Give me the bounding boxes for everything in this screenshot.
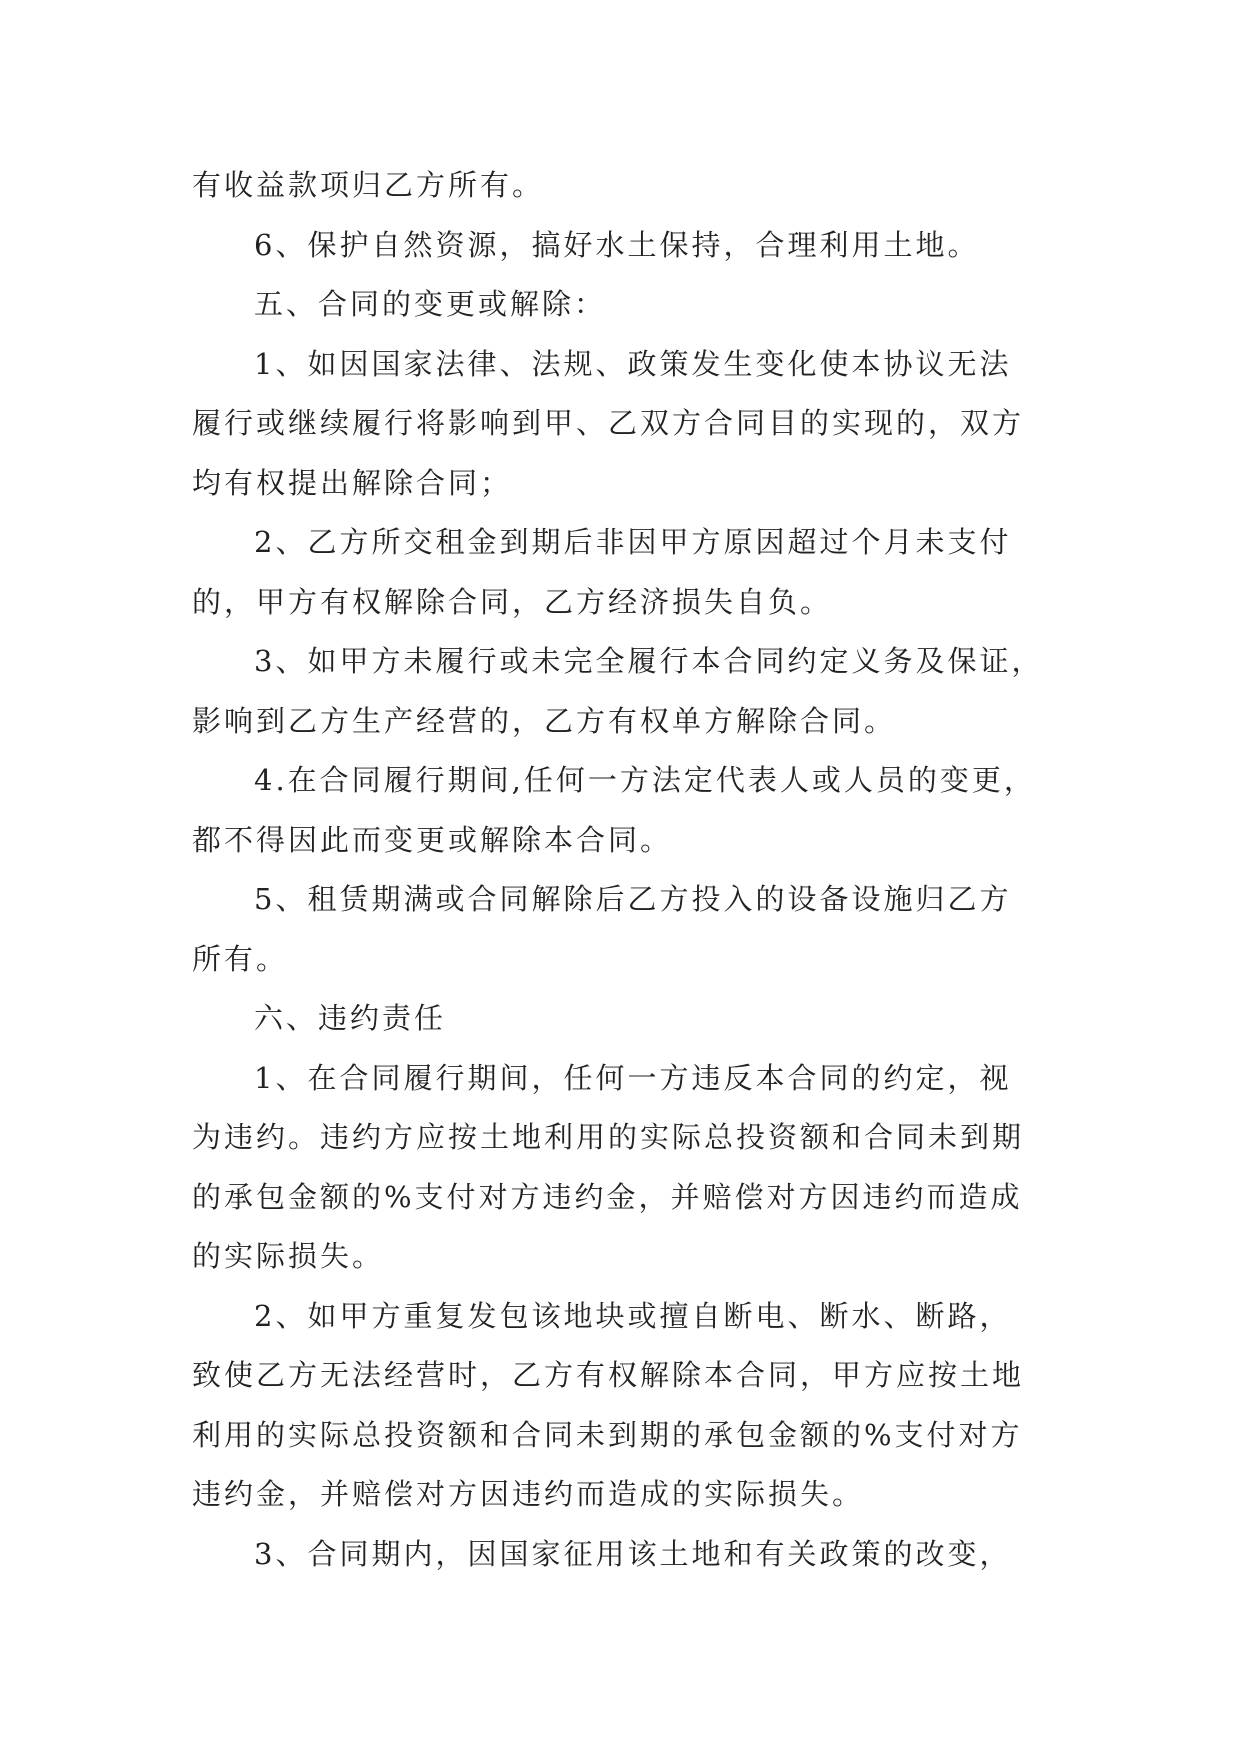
section-heading: 五、合同的变更或解除： — [254, 287, 607, 321]
text-line: 违约金，并赔偿对方因违约而造成的实际损失。 — [192, 1477, 865, 1511]
text-line: 4.在合同履行期间,任何一方法定代表人或人员的变更， — [254, 763, 1036, 797]
text-line: 为违约。违约方应按土地利用的实际总投资额和合同未到期 — [192, 1120, 1025, 1154]
text-line: 的实际损失。 — [192, 1239, 385, 1273]
text-line: 5、租赁期满或合同解除后乙方投入的设备设施归乙方 — [254, 882, 1012, 916]
text-line: 的承包金额的%支付对方违约金，并赔偿对方因违约而造成 — [192, 1179, 1023, 1214]
text-line: 6、保护自然资源，搞好水土保持，合理利用土地。 — [254, 227, 980, 262]
text-line: 利用的实际总投资额和合同未到期的承包金额的%支付对方 — [192, 1417, 1023, 1452]
text-line: 所有。 — [192, 941, 289, 976]
text-line: 均有权提出解除合同； — [192, 465, 513, 500]
text-line: 1、在合同履行期间，任何一方违反本合同的约定，视 — [254, 1060, 1012, 1095]
text-line: 都不得因此而变更或解除本合同。 — [192, 822, 673, 857]
text-line: 履行或继续履行将影响到甲、乙双方合同目的实现的，双方 — [192, 406, 1025, 440]
text-line: 的，甲方有权解除合同，乙方经济损失自负。 — [192, 584, 833, 619]
text-line: 2、乙方所交租金到期后非因甲方原因超过个月未支付 — [254, 525, 1012, 559]
text-line: 3、如甲方未履行或未完全履行本合同约定义务及保证， — [254, 644, 1044, 678]
text-line: 3、合同期内，因国家征用该土地和有关政策的改变， — [254, 1536, 1012, 1571]
text-line: 2、如甲方重复发包该地块或擅自断电、断水、断路， — [254, 1298, 1012, 1333]
text-line: 1、如因国家法律、法规、政策发生变化使本协议无法 — [254, 346, 1012, 381]
text-line: 影响到乙方生产经营的，乙方有权单方解除合同。 — [192, 703, 897, 738]
text-line: 致使乙方无法经营时，乙方有权解除本合同，甲方应按土地 — [192, 1358, 1025, 1392]
contract-text — [192, 156, 1062, 1584]
section-heading: 六、违约责任 — [254, 1001, 447, 1035]
text-line: 有收益款项归乙方所有。 — [192, 168, 545, 202]
